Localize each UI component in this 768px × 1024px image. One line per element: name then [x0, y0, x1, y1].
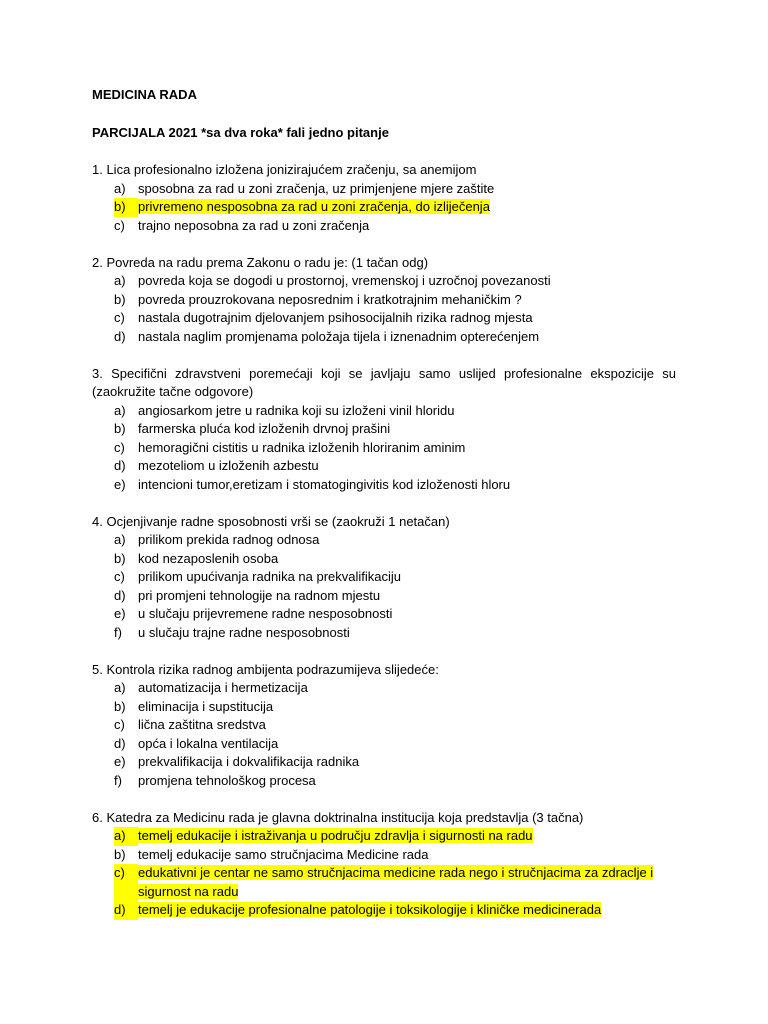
option-letter: c) [114, 310, 125, 325]
option-letter: a) [114, 180, 126, 196]
question-3 [92, 365, 676, 495]
document-title: MEDICINA RADA [92, 87, 197, 102]
option-text: mezoteliom u izloženih azbestu [138, 458, 319, 473]
question-6 [92, 809, 676, 920]
option-letter: d) [114, 735, 126, 751]
option-text: nastala dugotrajnim djelovanjem psihosocijalnih rizika radnog mjesta [138, 310, 533, 325]
answer-options [92, 180, 676, 236]
option-text: prekvalifikacija i dokvalifikacija radnika [138, 754, 360, 769]
option-text: automatizacija i hermetizacija [138, 680, 308, 695]
option-letter: b) [114, 550, 126, 566]
answer-option [114, 476, 676, 495]
option-text: sposobna za rad u zoni zračenja, uz primjenjene mjere zaštite [138, 180, 495, 196]
question-text: 4. Ocjenjivanje radne sposobnosti vrši se (zaokruži 1 netačan) [92, 513, 450, 529]
option-text: temelj je edukacije profesionalne patologije i toksikologije i kliničke medicinerada [138, 902, 602, 917]
answer-option [114, 679, 676, 698]
question-2 [92, 254, 676, 347]
answer-option [114, 217, 676, 236]
option-text: opća i lokalna ventilacija [138, 735, 279, 751]
option-letter: e) [114, 754, 126, 769]
option-text: u slučaju trajne radne nesposobnosti [138, 624, 350, 640]
option-letter: d) [114, 901, 138, 920]
question-text: 6. Katedra za Medicinu rada je glavna doktrinalna institucija koja predstavlja (3 tačna) [92, 809, 584, 825]
option-text: trajno neposobna za rad u zoni zračenja [138, 217, 370, 233]
answer-option [114, 531, 676, 550]
answer-option-highlighted [114, 827, 676, 846]
option-text: privremeno nesposobna za rad u zoni zračenja, do izliječenja [138, 199, 490, 214]
answer-option [114, 439, 676, 458]
option-letter: f) [114, 624, 122, 640]
answer-options [92, 531, 676, 642]
option-letter: a) [114, 273, 126, 288]
option-letter: a) [114, 680, 126, 695]
answer-option [114, 772, 676, 791]
question-4 [92, 513, 676, 643]
option-letter: a) [114, 532, 126, 547]
option-text: temelj edukacije samo stručnjacima Medicine rada [138, 846, 429, 862]
option-letter: e) [114, 476, 126, 492]
answer-option-highlighted [114, 901, 676, 920]
option-letter: c) [114, 439, 125, 455]
answer-option [114, 716, 676, 735]
question-text: 1. Lica profesionalno izložena jonizirajućem zračenju, sa anemijom [92, 162, 477, 177]
option-text: hemoragični cistitis u radnika izloženih hloriranim aminim [138, 439, 466, 455]
option-text: kod nezaposlenih osoba [138, 550, 279, 566]
option-letter: c) [114, 864, 138, 901]
option-text: prilikom upućivanja radnika na prekvalifikaciju [138, 569, 402, 584]
answer-option-highlighted [114, 198, 676, 217]
option-text: eliminacija i supstitucija [138, 698, 274, 714]
option-text: angiosarkom jetre u radnika koji su izloženi vinil hloridu [138, 402, 455, 418]
option-letter: c) [114, 717, 125, 732]
question-1 [92, 161, 676, 235]
option-text: u slučaju prijevremene radne nesposobnosti [138, 606, 393, 621]
answer-option [114, 402, 676, 421]
answer-option [114, 309, 676, 328]
option-letter: d) [114, 587, 126, 603]
option-letter: c) [114, 217, 125, 233]
answer-option [114, 735, 676, 754]
option-letter: f) [114, 772, 122, 788]
answer-option [114, 328, 676, 347]
option-letter: b) [114, 421, 126, 436]
answer-option-highlighted [114, 864, 676, 901]
answer-options [92, 679, 676, 790]
option-letter: b) [114, 291, 126, 307]
question-text: 3. Specifični zdravstveni poremećaji koji se javljaju samo uslijed profesionalne ekspozicije su (zaokružite tačne odgovore) [92, 365, 676, 399]
answer-option [114, 272, 676, 291]
option-letter: b) [114, 698, 126, 714]
answer-options [92, 272, 676, 346]
option-letter: d) [114, 328, 126, 344]
option-letter: a) [114, 827, 138, 846]
option-text: promjena tehnološkog procesa [138, 772, 316, 788]
option-letter: e) [114, 606, 126, 621]
question-text: 2. Povreda na radu prema Zakonu o radu je: (1 tačan odg) [92, 254, 429, 270]
document-subtitle: PARCIJALA 2021 *sa dva roka* fali jedno pitanje [92, 124, 389, 140]
question-text: 5. Kontrola rizika radnog ambijenta podrazumijeva slijedeće: [92, 661, 439, 677]
option-text: nastala naglim promjenama položaja tijela i iznenadnim opterećenjem [138, 328, 540, 344]
answer-option [114, 291, 676, 310]
answer-option [114, 550, 676, 569]
answer-option [114, 457, 676, 476]
option-letter: c) [114, 569, 125, 584]
question-5 [92, 661, 676, 791]
answer-options [92, 402, 676, 495]
answer-options [92, 827, 676, 920]
option-text: povreda koja se dogodi u prostornoj, vremenskoj i uzročnoj povezanosti [138, 273, 551, 288]
option-text: temelj edukacije i istraživanja u području zdravlja i sigurnosti na radu [138, 828, 533, 843]
option-letter: b) [114, 846, 126, 862]
answer-option [114, 846, 676, 865]
option-text: pri promjeni tehnologije na radnom mjestu [138, 587, 381, 603]
option-text: edukativni je centar ne samo stručnjacima medicine rada nego i stručnjacima za zdraclje i sigurnost na radu [138, 865, 654, 899]
option-letter: a) [114, 402, 126, 418]
option-letter: d) [114, 458, 126, 473]
option-text: povreda prouzrokovana neposrednim i kratkotrajnim mehaničkim ? [138, 291, 522, 307]
answer-option [114, 698, 676, 717]
answer-option [114, 568, 676, 587]
option-text: farmerska pluća kod izloženih drvnoj prašini [138, 421, 391, 436]
option-text: prilikom prekida radnog odnosa [138, 532, 320, 547]
answer-option [114, 180, 676, 199]
answer-option [114, 605, 676, 624]
answer-option [114, 587, 676, 606]
option-text: lična zaštitna sredstva [138, 717, 266, 732]
answer-option [114, 420, 676, 439]
answer-option [114, 753, 676, 772]
option-letter: b) [114, 198, 138, 217]
option-text: intencioni tumor,eretizam i stomatogingivitis kod izloženosti hloru [138, 476, 511, 492]
answer-option [114, 624, 676, 643]
